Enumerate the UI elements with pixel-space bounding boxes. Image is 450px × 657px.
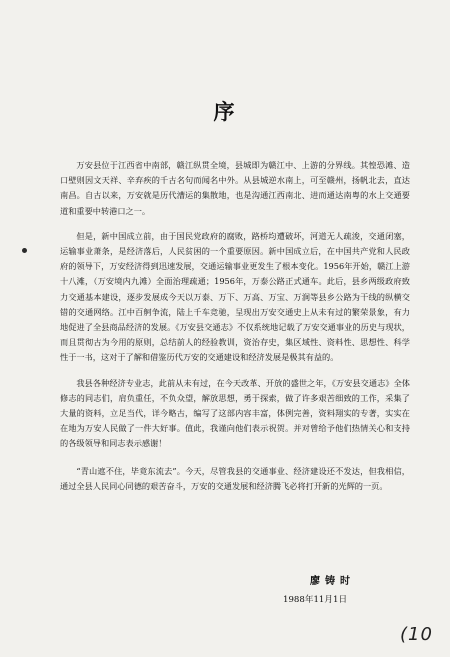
page-number-paren: (	[400, 624, 409, 645]
paragraph-4: “青山遮不住，毕竟东流去”。今天，尽管我县的交通事业、经济建设还不发达，但我相信，通过全县人民同心同德的艰苦奋斗，万安的交通发展和经济腾飞必将打开新的光辉的一页。	[60, 465, 410, 491]
page-number-value: 10	[408, 624, 433, 645]
paragraph-2: 但是，新中国成立前，由于国民党政府的腐败，路桥均遭破坏，河道无人疏浚，交通闭塞，运输事业萧条，是经济落后，人民贫困的一个重要原因。新中国成立后，在中国共产党和人民政府的领导下，万安经济得到迅速发展，交通运输事业更发生了根本变化。1956年开始，赣江上游十八滩，（万安境内九滩）全面治理疏通；1956年，万泰公路正式通车。此后，县乡两级政府致力交通基本建设，逐步发展成今天以万泰、万下、万高、万宝、万涧等县乡公路为干线的纵横交错的交通网络。江中百舸争流，陆上千车竞驰，呈现出万安交通史上从未有过的繁荣景象，有力地促进了全县商品经济的发展。《万安县交通志》不仅系统地记载了万安交通事业的历史与现状，而且贯彻古为今用的原则，总结前人的经验教训，资治存史，集区域性、资料性、思想性、科学性于一书，这对于了解和借鉴历代万安的交通建设和经济发展是极其有益的。	[60, 230, 410, 363]
author-signature: 廖铸时	[310, 576, 355, 587]
signature-date: 1988年11月1日	[283, 595, 348, 605]
body-text	[60, 158, 410, 494]
paragraph-3: 我县各种经济专业志，此前从未有过，在今天改革、开放的盛世之年，《万安县交通志》全体修志的同志们，肩负重任，不负众望，解放思想，勇于探索，做了许多艰苦细致的工作，采集了大量的资料，立足当代，详今略古，编写了这部内容丰富，体例完善，资料翔实的专著，实实在在地为万安人民做了一件大好事。值此，我谨向他们表示祝贺。并对曾给予他们热情关心和支持的各级领导和同志表示感谢！	[60, 377, 410, 449]
page-title: 序	[213, 99, 237, 124]
scan-speck	[22, 248, 27, 253]
page-number	[400, 624, 433, 645]
paragraph-1: 万安县位于江西省中南部，赣江纵贯全境，县城即为赣江中、上游的分界线。其惶恐滩、造口壁则因文天祥、辛弃疾的千古名句而闻名中外。从县城逆水南上，可至赣州，扬帆北去，直达南昌。自古以来，万安就是历代漕运的集散地，也是沟通江西南北、进而通达南粤的水上交通要道和重要中转港口之一。	[60, 160, 410, 216]
